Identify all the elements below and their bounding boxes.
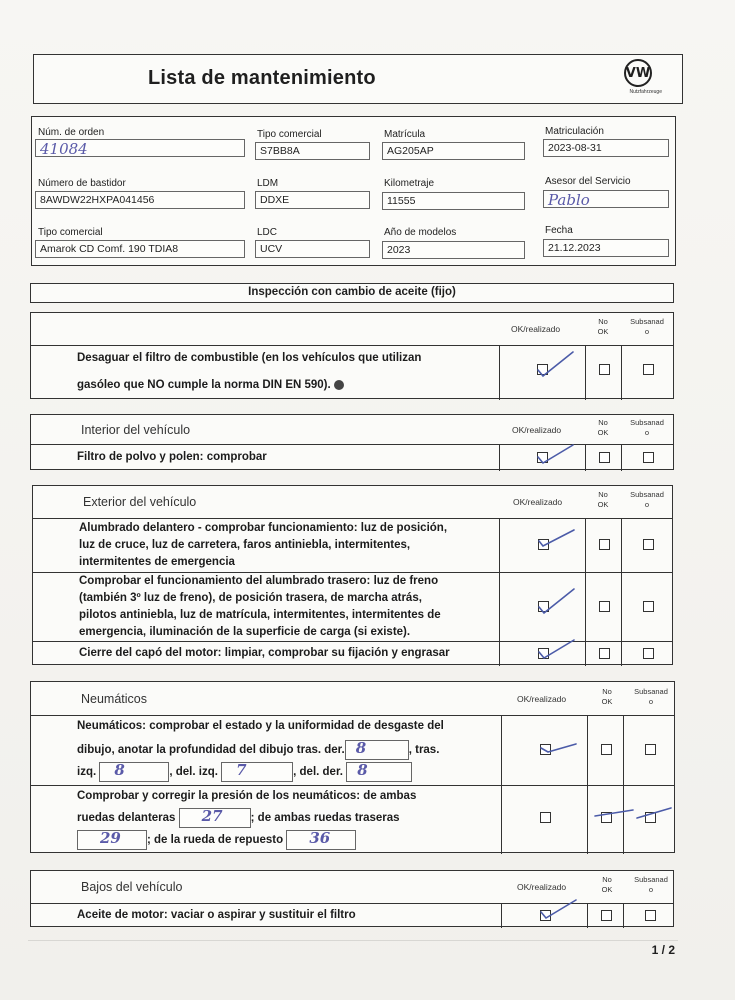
exterior-row1-line3: intermitentes de emergencia — [79, 556, 235, 568]
col-ok-header: OK/realizado — [513, 497, 563, 507]
tread-rear-left-field[interactable]: 8 — [99, 762, 169, 782]
col-nook-header: No OK — [601, 875, 613, 894]
bastidor-field[interactable]: 8AWDW22HXPA041456 — [35, 191, 245, 209]
neumaticos-row1-nook-checkbox[interactable] — [601, 744, 612, 755]
exterior-table — [32, 485, 673, 665]
combustible-nook-checkbox[interactable] — [599, 364, 610, 375]
exterior-row2-line4: emergencia, iluminación de la superficie de carga (si existe). — [79, 626, 411, 638]
neumaticos-row2-nook-checkbox[interactable] — [601, 812, 612, 823]
bajos-table — [30, 870, 674, 927]
col-nook-header: No OK — [597, 490, 609, 509]
exterior-row1-line1: Alumbrado delantero - comprobar funcionamiento: luz de posición, — [79, 522, 448, 534]
orden-field[interactable]: 41084 — [35, 139, 245, 157]
bastidor-label: Número de bastidor — [38, 178, 126, 189]
pressure-rear-field[interactable]: 29 — [77, 830, 147, 850]
exterior-row1-line2: luz de cruce, luz de carretera, faros antiniebla, intermitentes, — [79, 539, 411, 551]
col-ok-header: OK/realizado — [517, 694, 567, 704]
ldm-label: LDM — [257, 178, 279, 189]
col-ok-header: OK/realizado — [512, 425, 562, 435]
exterior-row1-nook-checkbox[interactable] — [599, 539, 610, 550]
exterior-row2-ok-checkbox[interactable] — [538, 601, 549, 612]
neumaticos-row1-line2: dibujo, anotar la profundidad del dibujo tras. der. 8 , tras. — [77, 740, 439, 760]
exterior-title: Exterior del vehículo — [83, 495, 197, 509]
combustible-subsanado-checkbox[interactable] — [643, 364, 654, 375]
combustible-table — [30, 312, 674, 399]
pressure-spare-field[interactable]: 36 — [286, 830, 356, 850]
orden-label: Núm. de orden — [38, 127, 105, 138]
col-subsanado-header: Subsanad o — [630, 317, 664, 336]
matriculacion-field[interactable]: 2023-08-31 — [543, 139, 669, 157]
tipo-comercial2-label: Tipo comercial — [38, 227, 103, 238]
ldc-field[interactable]: UCV — [255, 240, 370, 258]
ldm-field[interactable]: DDXE — [255, 191, 370, 209]
exterior-row1-ok-checkbox[interactable] — [538, 539, 549, 550]
col-subsanado-header: Subsanad o — [630, 490, 664, 509]
interior-row1: Filtro de polvo y polen: comprobar — [77, 451, 267, 463]
fecha-field[interactable]: 21.12.2023 — [543, 239, 669, 257]
neumaticos-row1-line3: izq. 8 , del. izq. 7 , del. der. 8 — [77, 762, 412, 782]
tipo-comercial-field[interactable]: S7BB8A — [255, 142, 370, 160]
ldc-label: LDC — [257, 227, 278, 238]
pressure-front-field[interactable]: 27 — [179, 808, 251, 828]
fecha-label: Fecha — [545, 225, 573, 236]
col-nook-header: No OK — [601, 687, 613, 706]
col-nook-header: No OK — [597, 418, 609, 437]
col-subsanado-header: Subsanad o — [634, 875, 668, 894]
vw-logo-icon: VW — [624, 59, 652, 87]
neumaticos-row2-line1: Comprobar y corregir la presión de los neumáticos: de ambas — [77, 790, 417, 802]
col-ok-header: OK/realizado — [511, 324, 561, 334]
exterior-row1-subsanado-checkbox[interactable] — [643, 539, 654, 550]
divider — [28, 940, 678, 941]
kilometraje-field[interactable]: 11555 — [382, 192, 525, 210]
interior-title: Interior del vehículo — [81, 423, 191, 437]
interior-table — [30, 414, 674, 470]
neumaticos-row2-line3: 29 ; de la rueda de repuesto 36 — [77, 830, 356, 850]
neumaticos-row1-subsanado-checkbox[interactable] — [645, 744, 656, 755]
logo-subtitle: Nutzfahrzeuge — [629, 89, 662, 95]
neumaticos-row2-ok-checkbox[interactable] — [540, 812, 551, 823]
col-ok-header: OK/realizado — [517, 882, 567, 892]
matricula-label: Matrícula — [384, 129, 426, 140]
page-number: 1 / 2 — [651, 943, 675, 957]
page-title: Lista de mantenimiento — [148, 67, 376, 89]
exterior-row2-line1: Comprobar el funcionamiento del alumbrado trasero: luz de freno — [79, 575, 439, 587]
col-subsanado-header: Subsanad o — [634, 687, 668, 706]
matricula-field[interactable]: AG205AP — [382, 142, 525, 160]
section-title: Inspección con cambio de aceite (fijo) — [30, 283, 674, 303]
neumaticos-table — [30, 681, 675, 853]
tread-front-right-field[interactable]: 8 — [346, 762, 412, 782]
tipo-comercial2-field[interactable]: Amarok CD Comf. 190 TDIA8 — [35, 240, 245, 258]
ano-field[interactable]: 2023 — [382, 241, 525, 259]
info-dot-icon — [334, 380, 344, 390]
interior-nook-checkbox[interactable] — [599, 452, 610, 463]
combustible-line2: gasóleo que NO cumple la norma DIN EN 590). — [77, 377, 344, 394]
exterior-row2-line2: (también 3º luz de freno), de posición trasera, de marcha atrás, — [79, 592, 422, 604]
bajos-title: Bajos del vehículo — [81, 880, 183, 894]
neumaticos-row1-ok-checkbox[interactable] — [540, 744, 551, 755]
col-subsanado-header: Subsanad o — [630, 418, 664, 437]
exterior-row3-nook-checkbox[interactable] — [599, 648, 610, 659]
interior-subsanado-checkbox[interactable] — [643, 452, 654, 463]
exterior-row2-nook-checkbox[interactable] — [599, 601, 610, 612]
bajos-nook-checkbox[interactable] — [601, 910, 612, 921]
neumaticos-title: Neumáticos — [81, 692, 147, 706]
ano-label: Año de modelos — [384, 227, 457, 238]
neumaticos-row2-line2: ruedas delanteras 27 ; de ambas ruedas traseras — [77, 808, 400, 828]
bajos-subsanado-checkbox[interactable] — [645, 910, 656, 921]
tread-front-left-field[interactable]: 7 — [221, 762, 293, 782]
tipo-comercial-label: Tipo comercial — [257, 129, 322, 140]
combustible-ok-checkbox[interactable] — [537, 364, 548, 375]
header — [33, 54, 683, 104]
interior-ok-checkbox[interactable] — [537, 452, 548, 463]
exterior-row3-subsanado-checkbox[interactable] — [643, 648, 654, 659]
asesor-field[interactable]: Pablo — [543, 190, 669, 208]
matriculacion-label: Matriculación — [545, 126, 604, 137]
neumaticos-row2-subsanado-checkbox[interactable] — [645, 812, 656, 823]
exterior-row3: Cierre del capó del motor: limpiar, comprobar su fijación y engrasar — [79, 647, 450, 659]
kilometraje-label: Kilometraje — [384, 178, 435, 189]
exterior-row2-line3: pilotos antiniebla, luz de matrícula, intermitentes, intermitentes de — [79, 609, 441, 621]
vehicle-info-box — [31, 116, 676, 266]
exterior-row3-ok-checkbox[interactable] — [538, 648, 549, 659]
bajos-ok-checkbox[interactable] — [540, 910, 551, 921]
neumaticos-row1-line1: Neumáticos: comprobar el estado y la uniformidad de desgaste del — [77, 720, 444, 732]
exterior-row2-subsanado-checkbox[interactable] — [643, 601, 654, 612]
tread-rear-right-field[interactable]: 8 — [345, 740, 409, 760]
bajos-row1: Aceite de motor: vaciar o aspirar y sustituir el filtro — [77, 909, 356, 921]
col-nook-header: No OK — [597, 317, 609, 336]
asesor-label: Asesor del Servicio — [545, 176, 631, 187]
combustible-line1: Desaguar el filtro de combustible (en los vehículos que utilizan — [77, 352, 422, 364]
